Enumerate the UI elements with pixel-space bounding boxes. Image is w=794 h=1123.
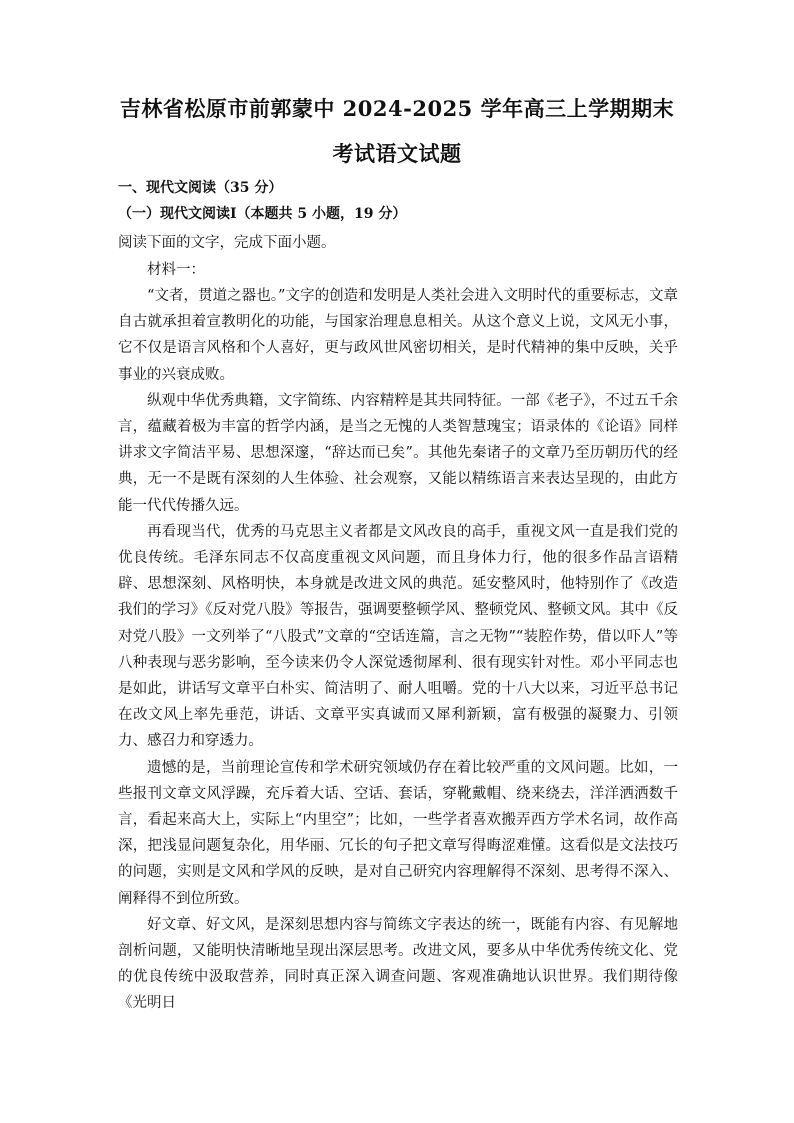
section-heading: 一、现代文阅读（35 分）: [118, 180, 283, 196]
document-title-line-2: 考试语文试题: [332, 141, 462, 166]
paragraph: 遗憾的是，当前理论宣传和学术研究领域仍存在着比较严重的文风问题。比如，一些报刊文章文风浮躁，充斥着大话、空话、套话，穿靴戴帽、绕来绕去，洋洋洒洒数千言，看起来高大上，实际上“内里空”；比如，一些学者喜欢搬弄西方学术名词，故作高深，把浅显问题复杂化，用华丽、冗长的句子把文章写得晦涩难懂。这看似是文法技巧的问题，实则是文风和学风的反映，是对自己研究内容理解得不深刻、思考得不深入、阐释得不到位所致。: [118, 759, 678, 907]
document-title-line-1: 吉林省松原市前郭蒙中 2024-2025 学年高三上学期期末: [119, 96, 675, 121]
paragraph: 好文章、好文风，是深刻思想内容与简练文字表达的统一，既能有内容、有见解地剖析问题，又能明快清晰地呈现出深层思考。改进文风，要多从中华优秀传统文化、党的优良传统中汲取营养，同时真正深入调查问题、客观准确地认识世界。我们期待像《光明日: [118, 916, 678, 1012]
article-body: [118, 283, 678, 1017]
subsection-heading: （一）现代文阅读Ⅰ（本题共 5 小题，19 分）: [118, 206, 407, 222]
paragraph: 再看现当代，优秀的马克思主义者都是文风改良的高手，重视文风一直是我们党的优良传统。毛泽东同志不仅高度重视文风问题，而且身体力行，他的很多作品言语精辟、思想深刻、风格明快，本身就是改进文风的典范。延安整风时，他特别作了《改造我们的学习》《反对党八股》等报告，强调要整顿学风、整顿党风、整顿文风。其中《反对党八股》一文列举了“八股式”文章的“空话连篇，言之无物”“装腔作势，借以吓人”等八种表现与恶劣影响，至今读来仍令人深觉透彻犀利、很有现实针对性。邓小平同志也是如此，讲话写文章平白朴实、简洁明了、耐人咀嚼。党的十八大以来，习近平总书记在改文风上率先垂范，讲话、文章平实真诚而又犀利新颖，富有极强的凝聚力、引领力、感召力和穿透力。: [118, 523, 678, 750]
reading-instruction: 阅读下面的文字，完成下面小题。: [118, 235, 336, 251]
paragraph: “文者，贯道之器也。”文字的创造和发明是人类社会进入文明时代的重要标志，文章自古就承担着宣教明化的功能，与国家治理息息相关。从这个意义上说，文风无小事，它不仅是语言风格和个人喜好，更与政风世风密切相关，是时代精神的集中反映，关乎事业的兴衰成败。: [118, 288, 678, 383]
material-label: 材料一：: [147, 262, 205, 278]
paragraph: 纵观中华优秀典籍，文字简练、内容精粹是其共同特征。一部《老子》，不过五千余言，蕴藏着极为丰富的哲学内涵，是当之无愧的人类智慧瑰宝；语录体的《论语》同样讲求文字简洁平易、思想深邃，“辞达而已矣”。其他先秦诸子的文章乃至历朝历代的经典，无一不是既有深刻的人生体验、社会观察，又能以精练语言来表达呈现的，由此方能一代代传播久远。: [118, 392, 678, 514]
